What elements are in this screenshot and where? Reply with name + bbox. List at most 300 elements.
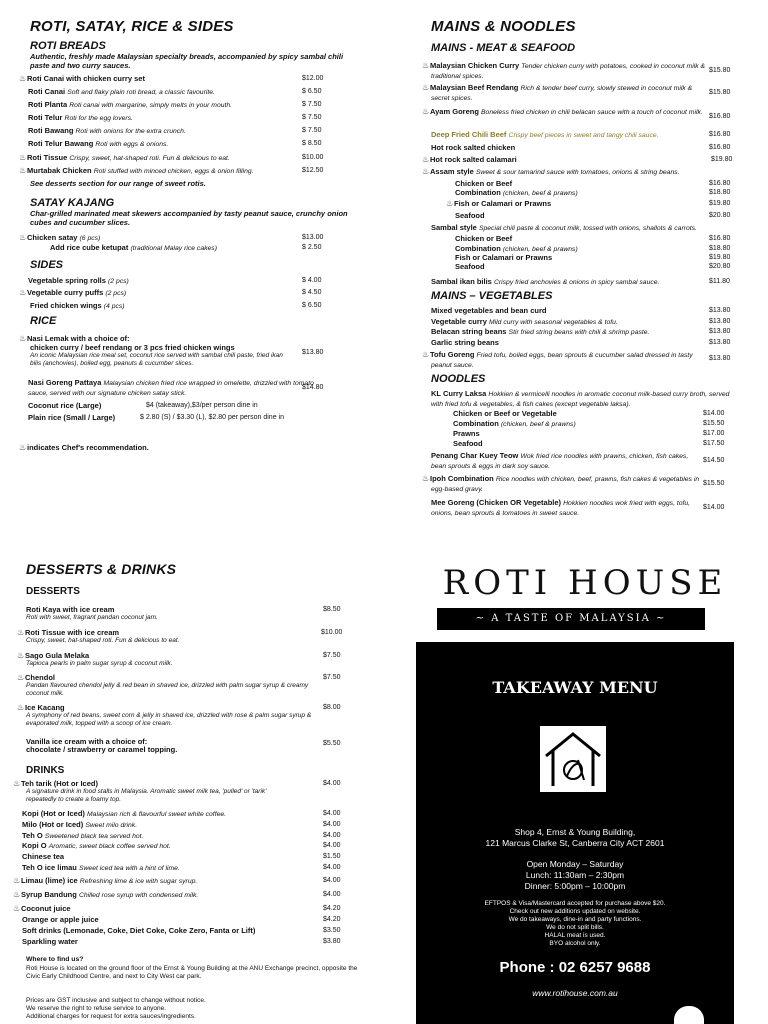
item-desc: (6 pcs) [79,235,101,242]
item-name: Penang Char Kuey Teow [431,451,519,460]
address-line: 121 Marcus Clarke St, Canberra City ACT 2601 [485,838,665,848]
item-desc: Soft and flaky plain roti bread, a classic favourite. [67,89,215,96]
chef-hat-icon: ♨ [422,83,430,92]
list-item [30,301,328,311]
item-price: $8.50 [323,606,341,613]
list-item [453,409,723,418]
chef-hat-icon: ♨ [422,350,430,359]
item-price: $4.00 [323,877,341,884]
item-price: $13.80 [302,349,324,356]
item-name: Soft drinks (Lemonade, Coke, Diet Coke, Coke Zero, Fanta or Lift) [22,926,256,935]
list-item [455,253,731,262]
list-item [431,143,731,152]
footer-line: Prices are GST inclusive and subject to change without notice. [26,997,206,1004]
chef-hat-icon: ♨ [19,153,27,162]
item-desc: Malaysian chicken fried rice wrapped in omelette, drizzled with tomato sauce, served with our signature chicken satay stick. [28,380,314,397]
list-item [22,915,341,924]
list-item [17,703,341,712]
item-price: $4.00 [323,842,341,849]
list-item [455,188,731,198]
list-item [431,451,701,471]
item-desc: Chilled rose syrup with condensed milk. [78,892,199,899]
item-name: Chicken or Beef [455,179,513,188]
mains-meat-heading: MAINS - MEAT & SEAFOOD [431,42,576,54]
list-item [422,350,701,370]
list-item [17,651,341,660]
item-price: $20.80 [709,212,731,219]
item-name: Milo (Hot or Iced) [22,820,84,829]
list-item [50,243,328,253]
item-name: Plain rice (Small / Large) [28,413,116,422]
item-name: Roti Planta [28,100,68,109]
list-item [431,317,731,327]
item-name: Combination [455,188,501,197]
item-name: Murtabak Chicken [27,166,92,175]
list-item [19,233,328,243]
list-item [26,605,341,614]
website-link[interactable]: www.rotihouse.com.au [532,988,618,998]
item-price: $4.00 [323,780,341,787]
item-name: Orange or apple juice [22,915,99,924]
item-name: Hot rock salted calamari [430,155,517,164]
roti-breads-intro: Authentic, freshly made Malaysian specialty breads, accompanied by spicy sambal chili paste and two curry sauces. [30,52,344,70]
chef-hat-icon: ♨ [13,890,21,899]
sides-heading: SIDES [30,259,64,271]
list-item [13,890,341,900]
list-item [28,401,328,410]
item-price: $3.80 [323,938,341,945]
item-choice: chocolate / strawberry or caramel topping. [26,745,178,754]
address-line: Shop 4, Ernst & Young Building, [514,827,636,837]
list-item [431,130,731,140]
list-item [28,100,328,110]
list-item [22,820,341,830]
list-item [19,334,328,343]
item-name: Mee Goreng (Chicken OR Vegetable) [431,498,562,507]
item-price: $19.80 [711,156,733,163]
list-item [455,179,731,188]
item-price: $4.00 [323,810,341,817]
item-name: Nasi Lemak with a choice of: [27,334,130,343]
item-desc: (chicken, beef & prawns) [502,246,578,253]
item-price: $3.50 [323,927,341,934]
item-price: $13.00 [302,234,324,241]
item-desc: Crispy, sweet, hat-shaped roti. Fun & delicious to eat. [26,637,180,644]
item-price: $ 4.00 [302,277,322,284]
item-name: Belacan string beans [431,327,507,336]
item-desc: (4 pcs) [103,303,125,310]
chef-hat-icon: ♨ [17,673,25,682]
item-name: Sparkling water [22,937,78,946]
lunch-hours: Lunch: 11:30am – 2:30pm [525,870,625,880]
list-item [453,439,723,448]
list-item [13,779,341,788]
nasi-goreng-price [302,382,323,392]
list-item [28,139,328,149]
section-title-desserts: DESSERTS & DRINKS [26,561,177,577]
item-name: Combination [455,244,501,253]
item-desc: Sweetened black tea served hot. [44,833,144,840]
halal-badge-icon [674,1006,704,1024]
chef-hat-icon: ♨ [13,779,21,788]
item-choice: chicken curry / beef rendang or 3 pcs fried chicken wings [30,343,235,352]
item-name: Fish or Calamari or Prawns [455,253,553,262]
item-desc: Fried tofu, boiled eggs, bean sprouts & cucumber salad dressed in tasty peanut sauce. [431,352,693,369]
item-price: $14.00 [703,504,725,511]
item-price: $7.50 [323,652,341,659]
item-desc: Crispy fried anchovies & onions in spicy sambal sauce. [493,279,660,286]
item-desc: Hokkien & vermicelli noodles in aromatic coconut milk-based curry broth, served with fried tofu & vegetables, & fish cakes (except vegetable laksa). [431,391,730,408]
desserts-heading: DESSERTS [26,586,80,597]
list-item [13,904,341,913]
section-title-roti: ROTI, SATAY, RICE & SIDES [30,18,234,35]
info-line: We do takeaways, dine-in and party functions. [508,916,642,923]
list-item [22,926,341,935]
item-name: Vanilla ice cream with a choice of: [26,737,148,746]
item-desc: Sweet iced tea with a hint of lime. [78,865,180,872]
noodles-heading: NOODLES [431,373,486,385]
item-price: $ 2.50 [302,244,322,251]
item-price: $15.80 [709,89,731,96]
list-item [431,389,731,409]
item-price: $18.80 [709,245,731,252]
chef-hat-icon: ♨ [17,628,25,637]
satay-intro: Char-grilled marinated meat skewers accompanied by tasty peanut sauce, crunchy onion cubes and cucumber slices. [30,209,348,227]
list-item [422,474,701,494]
footer-notes [26,997,206,1021]
info-panel [416,642,734,1024]
list-item [17,628,343,637]
item-name: Teh O ice limau [22,863,77,872]
item-desc: Hokkien noodles wok fried with eggs, tofu, onions, bean sprouts & tomatoes in sweet sauce. [431,500,691,517]
item-price: $8.00 [323,704,341,711]
item-name: Chicken or Beef or Vegetable [453,409,557,418]
list-item [446,199,731,208]
item-name: Ipoh Combination [430,474,494,483]
item-desc: Roti with sweet, fragrant pandan coconut jam. [26,614,158,621]
item-price: $15.80 [709,67,731,74]
list-item [431,223,741,233]
item-price: $12.00 [302,75,324,82]
satay-heading: SATAY KAJANG [30,197,115,209]
item-name: Coconut rice (Large) [28,401,102,410]
item-price: $19.80 [709,254,731,261]
item-name: Ice Kacang [25,703,65,712]
item-price: $16.80 [709,180,731,187]
list-item [431,498,701,518]
chef-hat-icon: ♨ [19,74,27,83]
item-price: $4.20 [323,916,341,923]
item-price: $1.50 [323,853,341,860]
list-item [431,306,731,315]
list-item [28,87,328,97]
footer-line: We reserve the right to refuse service to anyone. [26,1005,167,1012]
info-line: We do not split bills. [546,924,604,931]
phone-number: Phone : 02 6257 9688 [499,959,651,976]
list-item [422,83,711,103]
item-desc: Mild curry with seasonal vegetables & tofu. [488,319,618,326]
nasi-lemak-choice [30,343,330,352]
item-name: Tofu Goreng [430,350,475,359]
item-desc: Roti canai with margarine, simply melts in your mouth. [69,102,233,109]
chef-hat-icon: ♨ [13,876,21,885]
chef-hat-icon: ♨ [19,443,27,452]
list-item [22,863,341,873]
item-price: $19.80 [709,200,731,207]
item-price: $14.50 [703,457,725,464]
rice-heading: RICE [30,315,57,327]
item-desc: Wok fried rice noodles with prawns, chicken, fish cakes, bean sprouts & eggs in dark soy sauce. [431,453,689,470]
item-price: $13.80 [709,355,731,362]
vanilla-choice [26,745,177,754]
item-desc: (chicken, beef & prawns) [502,190,578,197]
list-item [453,429,723,438]
info-lines [416,900,734,948]
item-price: $10.00 [321,629,343,636]
chef-note [19,443,149,452]
item-name: Garlic string beans [431,338,499,347]
brand-title: ROTI HOUSE [442,563,728,603]
roti-breads-heading: ROTI BREADS [30,40,106,52]
item-desc: Stir fried string beans with chili & shrimp paste. [508,329,650,336]
item-name: Roti Kaya with ice cream [26,605,115,614]
mains-veg-heading: MAINS – VEGETABLES [431,290,553,302]
item-price: $ 7.50 [302,114,322,121]
item-name: Vegetable curry [431,317,487,326]
item-price: $7.50 [323,674,341,681]
item-name: Malaysian Chicken Curry [430,61,520,70]
item-desc: Sweet & sour tamarind sauce with tomatoes, onions & string beans. [475,169,680,176]
item-price: $17.00 [703,430,725,437]
list-item [422,107,711,117]
item-price: $4.00 [323,821,341,828]
item-price: $16.80 [709,131,731,138]
dinner-hours: Dinner: 5:00pm – 10:00pm [524,881,626,891]
item-name: Syrup Bandung [21,890,77,899]
item-price: $13.80 [709,328,731,335]
item-price: $13.80 [709,307,731,314]
item-name: Limau (lime) ice [21,876,78,885]
nasi-lemak-price [302,347,323,357]
item-name: Seafood [455,262,485,271]
info-line: HALAL meat is used. [544,932,606,939]
list-item [455,262,731,271]
chef-hat-icon: ♨ [422,61,430,70]
item-name: Roti Canai [28,87,66,96]
item-price: $14.00 [703,410,725,417]
item-price: $4.00 [323,864,341,871]
item-name: Fish or Calamari or Prawns [454,199,552,208]
list-item [422,61,711,81]
item-price: $ 7.50 [302,101,322,108]
item-name: Chicken or Beef [455,234,513,243]
info-line: EFTPOS & Visa/Mastercard accepted for purchase above $20. [484,900,666,907]
chef-hat-icon: ♨ [19,334,27,343]
item-price: $4.00 [323,891,341,898]
where-heading: Where to find us? [26,956,84,963]
item-price: $15.50 [703,420,725,427]
item-price: $ 7.50 [302,127,322,134]
item-desc: Roti with onions for the extra crunch. [75,128,186,135]
item-name: Roti Canai with chicken curry set [27,74,145,83]
chef-hat-icon: ♨ [13,904,21,913]
item-name: Sambal style [431,223,477,232]
item-desc: Special chili paste & coconut milk, tossed with onions, shallots & carrots. [478,225,697,232]
list-item [431,338,731,347]
list-item [22,937,341,946]
item-desc: Sweet milo drink. [85,822,138,829]
list-item [431,327,731,337]
list-item [17,673,341,682]
item-price: $5.50 [323,740,341,747]
list-item [22,852,341,861]
item-price: $10.00 [302,154,324,161]
item-name: Sambal ikan bilis [431,277,492,286]
item-name: Sago Gula Melaka [25,651,90,660]
item-price: $4 (takeaway),$3/per person dine in [146,402,258,409]
item-desc: (2 pcs) [105,290,127,297]
item-desc: Roti with eggs & onions. [95,141,169,148]
item-name: Hot rock salted chicken [431,143,516,152]
chef-hat-icon: ♨ [422,155,430,164]
chef-hat-icon: ♨ [422,474,430,483]
chef-hat-icon: ♨ [422,107,430,116]
chef-hat-icon: ♨ [19,166,27,175]
chef-hat-icon: ♨ [17,703,25,712]
item-name: Seafood [453,439,483,448]
item-name: Vegetable spring rolls [28,276,106,285]
item-name: Roti Telur [28,113,63,122]
item-name: Teh tarik (Hot or Iced) [21,779,98,788]
where-text: Roti House is located on the ground floor of the Ernst & Young Building at the ANU Exchange precinct, opposite the Civic Early Childhood Centre, and next to City West car park. [26,965,358,980]
chef-hat-icon: ♨ [17,651,25,660]
list-item [19,153,328,163]
item-name: Ayam Goreng [430,107,479,116]
info-line: Check out new additions updated on website. [509,908,641,915]
item-desc: Refreshing lime & ice with sugar syrup. [79,878,198,885]
item-price: $14.80 [302,384,324,391]
item-desc: Roti for the egg lovers. [64,115,133,122]
item-name: Chendol [25,673,55,682]
item-price: $ 2.80 (S) / $3.30 (L), $2.80 per person dine in [140,414,284,421]
item-name: Coconut juice [21,904,71,913]
item-desc: Roti stuffed with minced chicken, eggs & onion filling. [93,168,254,175]
list-item [19,288,328,298]
item-name: Teh O [22,831,43,840]
item-desc: Malaysian rich & flavourful sweet white coffee. [87,811,227,818]
item-price: $4.00 [323,832,341,839]
item-desc: A signature drink in food stalls in Malaysia. Aromatic sweet milk tea, 'pulled' or 'tarik' repeatedly to create a foamy top. [26,788,267,803]
item-price: $ 8.50 [302,140,322,147]
item-desc: Rice noodles with chicken, beef, prawns, fish cakes & vegetables in egg-based gravy. [431,476,700,493]
item-desc: Tender chicken curry with potatoes, cooked in coconut milk & traditional spices. [431,63,706,80]
item-name: Malaysian Beef Rendang [430,83,519,92]
chef-hat-icon: ♨ [19,233,27,242]
item-price: $17.50 [703,440,725,447]
item-name: Kopi (Hot or Iced) [22,809,85,818]
info-line: BYO alcohol only. [549,940,601,947]
item-name: Chicken satay [27,233,78,242]
item-name: Prawns [453,429,480,438]
item-price: $12.50 [302,167,324,174]
item-price: $16.80 [709,144,731,151]
list-item [422,155,733,164]
item-price: $ 6.50 [302,88,322,95]
item-name: Fried chicken wings [30,301,102,310]
list-item [19,166,328,176]
nasi-lemak-desc: An iconic Malaysian rice meal set, coconut rice served with sambal chili paste, fried ikan bilis (anchovies), boiled egg, peanuts & cucumber slices. [30,352,283,367]
item-price: $15.50 [703,480,725,487]
list-item [455,234,731,243]
list-item [19,74,328,83]
list-item [22,831,341,841]
item-desc: (2 pcs) [108,278,129,285]
item-price: $20.80 [709,263,731,270]
item-name: Deep Fried Chili Beef [431,130,507,139]
list-item [431,277,730,287]
item-name: Assam style [430,167,474,176]
list-item [455,211,731,220]
item-desc: Crispy, sweet, hat-shaped roti. Fun & delicious to eat. [69,155,230,162]
list-item [28,276,328,286]
item-name: Roti Telur Bawang [28,139,94,148]
chef-note-text: indicates Chef's recommendation. [27,443,149,452]
item-name: KL Curry Laksa [431,389,487,398]
list-item [28,126,328,136]
item-desc: (chicken, beef & prawns) [500,421,576,428]
item-price: $13.80 [709,339,731,346]
item-price: $ 6.50 [302,302,322,309]
chef-hat-icon: ♨ [19,288,27,297]
section-title-mains: MAINS & NOODLES [431,18,576,35]
item-price: $11.80 [709,278,730,285]
list-item [28,413,348,422]
footer-line: Additional charges for request for extra sauces/ingredients. [26,1013,196,1020]
item-price: $13.80 [709,318,731,325]
list-item [422,167,731,177]
list-item [13,876,341,886]
item-price: $4.20 [323,905,341,912]
item-name: Mixed vegetables and bean curd [431,306,547,315]
item-desc: Crispy beef pieces in sweet and tangy chili sauce. [508,132,659,139]
chef-hat-icon: ♨ [446,199,454,208]
desserts-note: See desserts section for our range of sweet rotis. [30,179,206,188]
item-desc: Aromatic, sweet black coffee served hot. [48,843,171,850]
item-name: Roti Tissue [27,153,68,162]
item-name: Nasi Goreng Pattaya [28,378,102,387]
item-desc: Tapioca pearls in palm sugar syrup & coconut milk. [26,660,173,667]
item-name: Roti Bawang [28,126,74,135]
list-item [22,841,341,851]
item-name: Chinese tea [22,852,65,861]
item-price: $18.80 [709,189,731,196]
item-price: $ 4.50 [302,289,322,296]
item-desc: Rich & tender beef curry, slowly stewed in coconut milk & secret spices. [431,85,693,102]
item-name: Seafood [455,211,485,220]
item-name: Roti Tissue with ice cream [25,628,120,637]
item-desc: Pandan flavoured chendol jelly & red bean in shaved ice, drizzled with palm sugar syrup & creamy coconut milk. [26,682,309,697]
item-desc: (traditional Malay rice cakes) [130,245,217,252]
item-desc: Boneless fried chicken in chili belacan sauce with a touch of coconut milk. [481,109,703,116]
list-item [28,378,328,398]
list-item [453,419,723,429]
house-logo-icon [540,726,606,792]
item-desc: A symphony of red beans, sweet corn & jelly in shaved ice, drizzled with rose & palm sugar syrup & evaporated milk, topped with a scoop of ice cream. [26,712,312,727]
menu-title: TAKEAWAY MENU [492,678,658,697]
item-name: Combination [453,419,499,428]
list-item [22,809,341,819]
chef-hat-icon: ♨ [422,167,430,176]
